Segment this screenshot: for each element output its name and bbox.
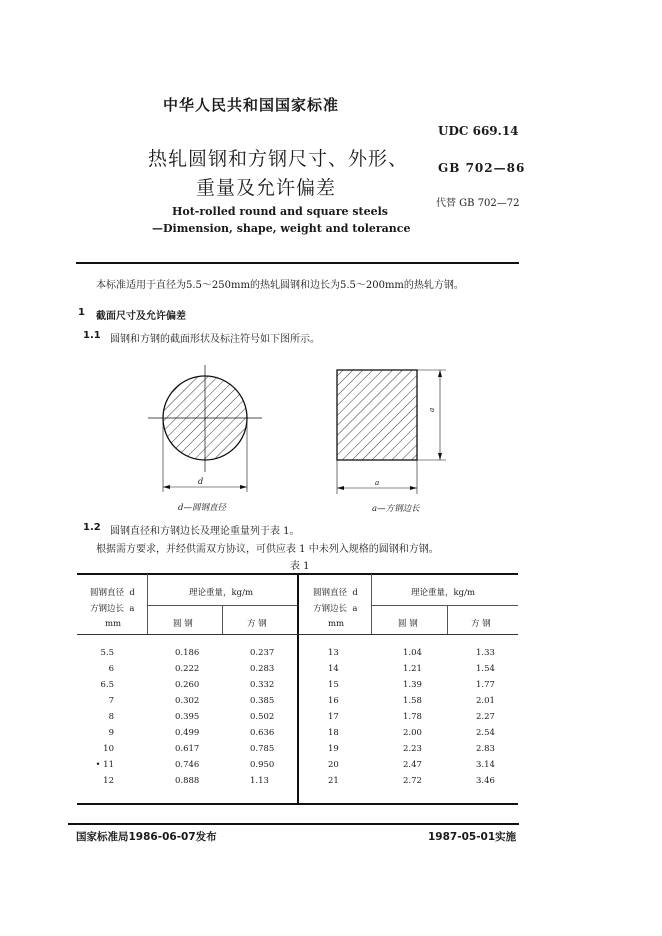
- section-1-title: 截面尺寸及允许偏差: [96, 311, 186, 322]
- table-subheader-rule-right: [371, 605, 518, 606]
- header-weight-right: 理论重量，kg/m: [411, 588, 476, 598]
- table-row: [77, 776, 297, 790]
- replaces-standard: 代替 GB 702—72: [436, 198, 520, 209]
- cell-size: 17: [328, 712, 339, 722]
- cell-size: 5.5: [100, 648, 114, 658]
- english-title-line-2: —Dimension, shape, weight and tolerance: [152, 222, 411, 235]
- section-1-2-number: 1.2: [83, 522, 101, 533]
- cell-round: 1.21: [403, 664, 422, 674]
- title-line-1: 热轧圆钢和方钢尺寸、外形、: [148, 148, 409, 170]
- cell-round: 0.260: [175, 680, 200, 690]
- cell-round: 1.04: [403, 648, 422, 658]
- header-round-right: 圆 钢: [398, 619, 418, 629]
- cell-square: 2.54: [476, 728, 495, 738]
- section-1-1-text: 圆钢和方钢的截面形状及标注符号如下图所示。: [110, 334, 320, 345]
- section-1-2-note: 根据需方要求，并经供需双方协议，可供应表 1 中未列入规格的圆钢和方钢。: [96, 544, 439, 555]
- cell-size: 16: [328, 696, 339, 706]
- cell-size: 13: [328, 648, 339, 658]
- cell-size: 6: [108, 664, 114, 674]
- header-dim-unit-left: mm: [105, 619, 122, 629]
- cell-size: 15: [328, 680, 339, 690]
- round-dim-symbol: d: [198, 477, 204, 486]
- cell-round: 0.395: [175, 712, 200, 722]
- effective-date: 1987-05-01实施: [428, 831, 517, 843]
- cell-round: 0.888: [175, 776, 200, 786]
- table-row: [77, 648, 297, 662]
- cell-square: 2.83: [476, 744, 495, 754]
- table-divider-left-b: [222, 605, 223, 634]
- cell-square: 1.13: [250, 776, 269, 786]
- intro-paragraph: 本标准适用于直径为5.5～250mm的热轧圆钢和边长为5.5～200mm的热轧方钢。: [96, 280, 464, 291]
- cell-size: 10: [103, 744, 114, 754]
- cell-square: 0.636: [250, 728, 275, 738]
- cell-round: 0.302: [175, 696, 200, 706]
- cell-size: 12: [103, 776, 114, 786]
- table-row: [298, 760, 518, 774]
- table-row: [77, 728, 297, 742]
- cell-square: 0.237: [250, 648, 275, 658]
- cell-square: 0.332: [250, 680, 275, 690]
- table-body: [77, 574, 518, 803]
- table-divider-left-a: [147, 574, 148, 634]
- square-dim-symbol-h: a: [375, 479, 380, 487]
- table-header-rule: [77, 634, 518, 635]
- cell-round: 2.72: [403, 776, 422, 786]
- round-dim-arrow-right: [240, 485, 247, 489]
- table-caption: 表 1: [290, 561, 310, 572]
- title-line-2: 重量及允许偏差: [196, 177, 337, 199]
- table-row: [298, 648, 518, 662]
- cell-square: 0.283: [250, 664, 275, 674]
- round-dim-arrow-left: [163, 485, 170, 489]
- cell-size: 8: [108, 712, 114, 722]
- cell-round: 2.47: [403, 760, 422, 770]
- section-1-1-number: 1.1: [83, 330, 101, 341]
- english-title-line-1: Hot-rolled round and square steels: [172, 205, 388, 218]
- table-row: [298, 712, 518, 726]
- table-row: [298, 728, 518, 742]
- table-row: [77, 712, 297, 726]
- cell-round: 0.186: [175, 648, 200, 658]
- square-dim-arrow-top: [438, 370, 442, 377]
- cell-square: 0.950: [250, 760, 275, 770]
- cell-square: 1.54: [476, 664, 495, 674]
- square-dim-arrow-left: [337, 486, 344, 490]
- cell-square: 0.385: [250, 696, 275, 706]
- header-dim-label-left-2: 方钢边长 a: [90, 604, 135, 614]
- header-weight-left: 理论重量，kg/m: [189, 588, 254, 598]
- issue-date: 国家标准局1986-06-07发布: [76, 831, 217, 843]
- table-subheader-rule-left: [147, 605, 297, 606]
- cell-square: 3.14: [476, 760, 495, 770]
- table-row: [298, 664, 518, 678]
- table-row: [298, 776, 518, 790]
- section-1-number: 1: [78, 307, 85, 318]
- cell-size: 21: [328, 776, 339, 786]
- cell-square: 1.33: [476, 648, 495, 658]
- cell-size: 7: [108, 696, 114, 706]
- cell-square: 2.01: [476, 696, 495, 706]
- table-row: [77, 760, 297, 774]
- udc-number: UDC 669.14: [438, 124, 519, 138]
- footer-rule: [68, 823, 519, 825]
- cell-round: 0.617: [175, 744, 200, 754]
- section-1-2-text: 圆钢直径和方钢边长及理论重量列于表 1。: [110, 526, 300, 537]
- cell-round: 1.39: [403, 680, 422, 690]
- header-dim-label-right-1: 圆钢直径 d: [313, 588, 358, 598]
- cell-square: 1.77: [476, 680, 495, 690]
- gb-number: GB 702—86: [438, 161, 526, 175]
- square-dim-arrow-bottom: [438, 453, 442, 460]
- cell-size: 20: [328, 760, 339, 770]
- table-row: [77, 680, 297, 694]
- table-row: [298, 696, 518, 710]
- cell-square: 2.27: [476, 712, 495, 722]
- header-dim-label-right-2: 方钢边长 a: [313, 604, 358, 614]
- cell-square: 0.785: [250, 744, 275, 754]
- table-divider-right-a: [371, 574, 372, 634]
- header-square-left: 方 钢: [247, 619, 267, 629]
- cell-round: 2.23: [403, 744, 422, 754]
- cell-size: 14: [328, 664, 339, 674]
- cell-round: 1.58: [403, 696, 422, 706]
- table-divider-right-b: [447, 605, 448, 634]
- square-bar-caption: a—方钢边长: [372, 504, 420, 514]
- table-row: [77, 744, 297, 758]
- square-dim-symbol-v: a: [428, 407, 436, 412]
- square-bar-drawing: [337, 370, 446, 494]
- table-row: [77, 664, 297, 678]
- table-row: [77, 696, 297, 710]
- cell-round: 2.00: [403, 728, 422, 738]
- cell-square: 0.502: [250, 712, 275, 722]
- cell-round: 1.78: [403, 712, 422, 722]
- header-square-right: 方 钢: [471, 619, 491, 629]
- cell-size: 6.5: [100, 680, 114, 690]
- cell-square: 3.46: [476, 776, 495, 786]
- cell-round: 0.222: [175, 664, 200, 674]
- table-row: [298, 744, 518, 758]
- cell-size: 18: [328, 728, 339, 738]
- round-bar-caption: d—圆钢直径: [178, 503, 226, 513]
- square-bar-section: [337, 370, 417, 460]
- table-bottom-rule: [77, 803, 518, 805]
- round-bar-drawing: [148, 365, 262, 492]
- header-dim-label-left-1: 圆钢直径 d: [90, 588, 135, 598]
- cell-size: 19: [328, 744, 339, 754]
- table-row: [298, 680, 518, 694]
- cell-size: 9: [108, 728, 114, 738]
- cell-size: • 11: [95, 760, 114, 770]
- header-round-left: 圆 钢: [173, 619, 193, 629]
- org-name: 中华人民共和国国家标准: [163, 96, 340, 114]
- header-dim-unit-right: mm: [328, 619, 345, 629]
- cell-round: 0.746: [175, 760, 200, 770]
- square-dim-arrow-right: [410, 486, 417, 490]
- cell-round: 0.499: [175, 728, 200, 738]
